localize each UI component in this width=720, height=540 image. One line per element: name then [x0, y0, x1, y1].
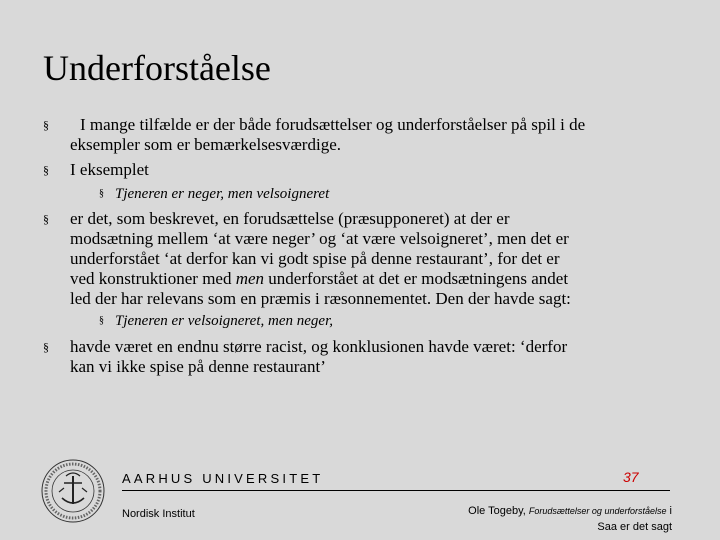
bullet-3-line-5: led der har relevans som en præmis i ræsonnementet. Den der havde sagt: — [70, 289, 571, 308]
sub-bullet-marker: § — [99, 188, 104, 199]
bullet-4 — [43, 337, 568, 377]
document-title: Forudsættelser og underforståelse — [528, 506, 667, 516]
bullet-3-line-4-emphasis: men — [235, 269, 265, 288]
bullet-2 — [43, 160, 149, 180]
sub-bullet-1-text: Tjeneren er neger, men velsoigneret — [115, 186, 330, 202]
bullet-marker: § — [43, 163, 49, 177]
slide-title: Underforståelse — [43, 48, 271, 88]
bullet-3 — [43, 209, 571, 309]
bullet-4-line-2: kan vi ikke spise på denne restaurant’ — [70, 357, 326, 376]
bullet-4-line-1: havde været en endnu større racist, og konklusionen havde været: ‘derfor — [70, 337, 568, 356]
bullet-3-line-4 — [70, 269, 571, 289]
bullet-3-line-1: er det, som beskrevet, en forudsættelse (præsupponeret) at der er — [70, 209, 510, 228]
footer-divider — [122, 490, 670, 491]
footer-author-line — [380, 503, 672, 519]
bullet-marker: § — [43, 212, 49, 226]
aarhus-university-seal-icon — [40, 458, 106, 524]
bullet-3-line-4-pre: ved konstruktioner med — [70, 269, 236, 288]
sub-bullet-1 — [99, 185, 330, 203]
sub-bullet-marker: § — [99, 315, 104, 326]
bullet-marker: § — [43, 340, 49, 354]
bullet-1-line-2: eksempler som er bemærkelsesværdige. — [70, 135, 341, 154]
author-name: Ole Togeby, — [468, 505, 526, 517]
sub-bullet-2-text: Tjeneren er velsoigneret, men neger, — [115, 313, 333, 329]
document-title-suffix: i — [669, 505, 672, 517]
bullet-1-line-1: I mange tilfælde er der både forudsættelser og underforståelser på spil i de — [80, 115, 586, 134]
bullet-3-line-3: underforstået ‘at derfor kan vi godt spise på denne restaurant’, for det er — [70, 249, 560, 268]
bullet-3-line-4-post: underforstået at det er modsætningens andet — [264, 269, 569, 288]
footer-author-block — [380, 503, 672, 535]
institute-name: Nordisk Institut — [122, 508, 195, 520]
bullet-3-line-2: modsætning mellem ‘at være neger’ og ‘at være velsoigneret’, men det er — [70, 229, 569, 248]
sub-bullet-2 — [99, 312, 333, 330]
document-subtitle: Saa er det sagt — [597, 521, 672, 533]
bullet-1 — [43, 115, 710, 155]
bullet-2-text: I eksemplet — [70, 160, 149, 179]
university-name: AARHUS UNIVERSITET — [122, 471, 324, 486]
bullet-marker: § — [43, 118, 49, 132]
page-number: 37 — [623, 469, 639, 485]
